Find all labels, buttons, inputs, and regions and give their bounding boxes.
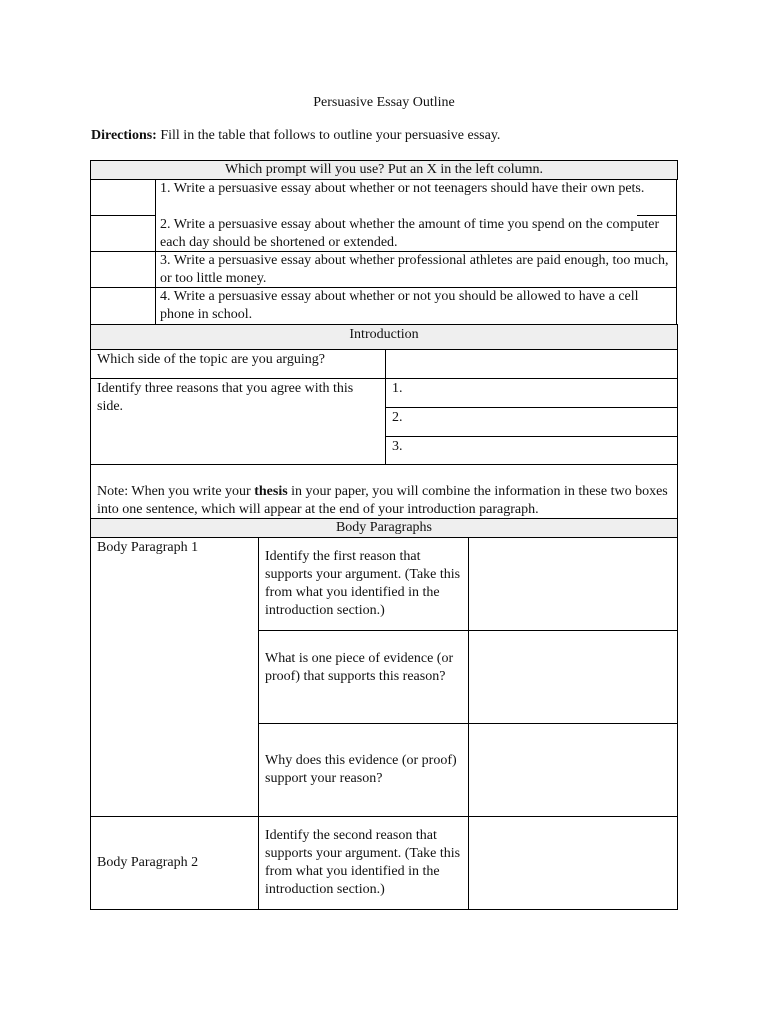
bp1-question-3-text: Why does this evidence (or proof) support your reason? [265,753,457,786]
reason-field-1[interactable] [385,378,678,408]
note-prefix: Note: When you write your [97,484,255,499]
introduction-header: Introduction [90,324,678,350]
bp1-question-2 [258,630,469,724]
reason-field-2[interactable] [385,407,678,437]
directions-text: Fill in the table that follows to outline your persuasive essay. [156,128,501,143]
reasons-question [90,378,386,465]
directions [91,127,500,145]
reason-label-3: 3. [392,439,403,454]
body-header: Body Paragraphs [90,518,678,538]
body-paragraph-1-label [90,537,259,817]
note-thesis: thesis [254,484,288,499]
reason-field-3[interactable] [385,436,678,465]
bp1-question-1-text: Identify the first reason that supports your argument. (Take this from what you identified in the introduction section.) [265,549,461,618]
bp1-question-1 [258,537,469,631]
bp1-question-2-text: What is one piece of evidence (or proof) that supports this reason? [265,651,454,684]
bp1-question-3 [258,723,469,817]
prompt-mark-cell-4[interactable] [90,287,156,325]
prompt-mark-cell-1[interactable] [90,179,156,216]
bp1-answer-1[interactable] [468,537,678,631]
reason-label-2: 2. [392,410,403,425]
side-answer-field[interactable] [385,349,678,379]
body-paragraph-2-label [90,816,259,910]
prompt-option-1: 1. Write a persuasive essay about whether or not teenagers should have their own pets. [160,181,645,196]
bp1-answer-3[interactable] [468,723,678,817]
reasons-question-text: Identify three reasons that you agree with this side. [97,381,354,414]
directions-label: Directions: [91,128,157,143]
page-title: Persuasive Essay Outline [313,95,455,110]
prompt-header: Which prompt will you use? Put an X in the left column. [90,160,678,180]
bp2-answer-1[interactable] [468,816,678,910]
body-paragraph-1-text: Body Paragraph 1 [97,540,199,555]
prompt-option-3: 3. Write a persuasive essay about whether professional athletes are paid enough, too much, or too little money. [160,253,669,286]
prompt-divider-1 [156,179,159,180]
side-question [90,349,386,379]
prompt-option-4: 4. Write a persuasive essay about whether or not you should be allowed to have a cell phone in school. [160,289,639,322]
side-question-text: Which side of the topic are you arguing? [97,352,325,367]
prompt-divider-4 [156,287,677,288]
body-paragraph-2-text: Body Paragraph 2 [97,855,199,870]
bp2-question-1 [258,816,469,910]
bp1-answer-2[interactable] [468,630,678,724]
prompt-divider-3 [156,251,677,252]
thesis-note [90,464,678,519]
prompt-option-2: 2. Write a persuasive essay about whether the amount of time you spend on the computer each day should be shortened or extended. [160,217,660,250]
prompt-right-border [676,179,677,325]
prompt-mark-cell-3[interactable] [90,251,156,288]
prompt-divider-2 [637,215,677,216]
prompt-mark-cell-2[interactable] [90,215,156,252]
note-suffix: in your paper, you will combine the information in these two boxes into one sentence, which will appear at the end of your introduction paragraph. [97,484,668,517]
reason-label-1: 1. [392,381,403,396]
bp2-question-1-text: Identify the second reason that supports your argument. (Take this from what you identified in the introduction section.) [265,828,461,897]
